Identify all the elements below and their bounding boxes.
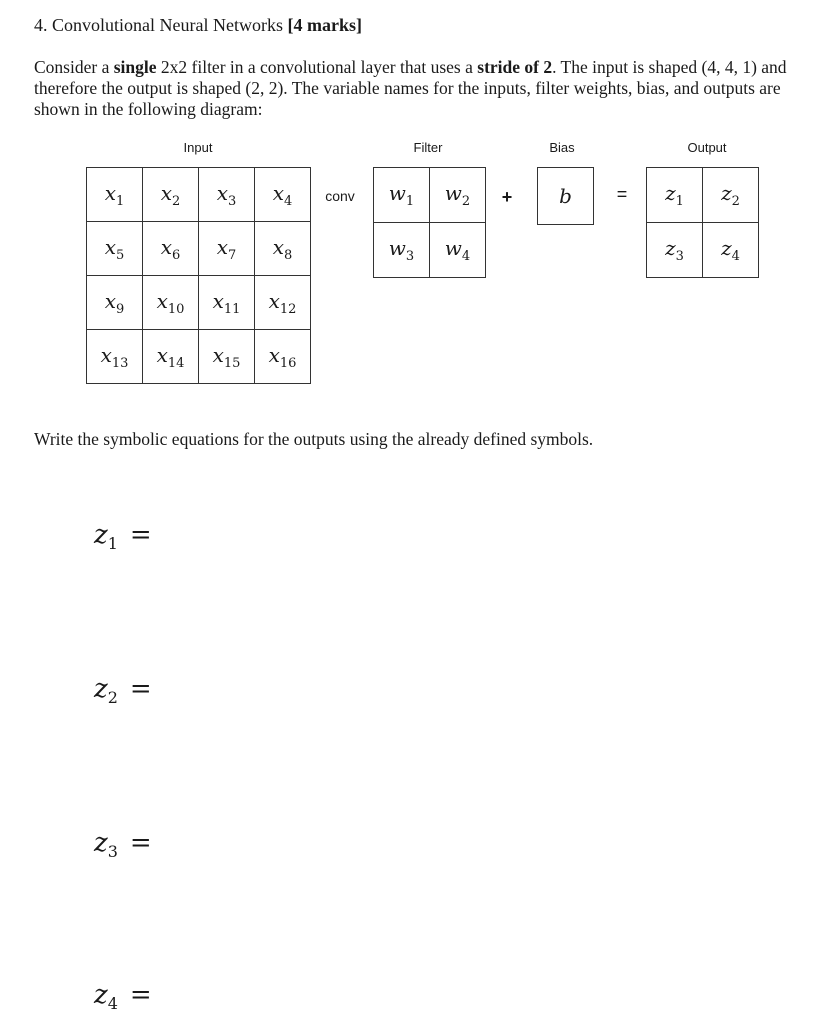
grid-cell	[143, 168, 199, 222]
cell-subscript: 4	[284, 193, 293, 209]
cell-subscript: 4	[461, 249, 471, 264]
grid-cell	[255, 330, 311, 384]
cell-variable: w	[388, 181, 406, 205]
input-label: Input	[183, 140, 213, 155]
grid-cell	[430, 223, 486, 278]
equation-var: z	[94, 828, 108, 858]
cell-subscript: 2	[461, 194, 471, 209]
cell-subscript: 3	[675, 249, 684, 264]
cell-subscript: 1	[675, 194, 684, 209]
equation-z3	[94, 828, 152, 861]
grid-cell	[199, 276, 255, 330]
intro-text-1: Consider a	[34, 57, 110, 77]
grid-cell	[374, 223, 430, 278]
cell-variable: x	[104, 288, 116, 313]
cell-subscript: 1	[405, 194, 415, 209]
cell-subscript: 13	[111, 355, 129, 371]
cell-subscript: 15	[223, 355, 241, 371]
cell-variable: x	[156, 288, 168, 313]
cell-variable: b	[559, 184, 572, 208]
cell-variable: x	[272, 234, 284, 259]
cell-subscript: 2	[172, 193, 181, 209]
intro-bold-stride: stride of 2	[477, 57, 553, 77]
equation-var: z	[94, 520, 108, 550]
grid-cell	[143, 330, 199, 384]
cell-variable: x	[216, 234, 228, 259]
filter-label: Filter	[413, 140, 443, 155]
equation-z4	[94, 980, 152, 1013]
equation-equals: =	[129, 520, 152, 550]
grid-cell	[143, 222, 199, 276]
cell-subscript: 14	[167, 355, 185, 371]
cell-variable: x	[104, 180, 116, 205]
output-label: Output	[687, 140, 727, 155]
cell-subscript: 3	[228, 193, 237, 209]
cell-subscript: 9	[116, 301, 125, 317]
equation-equals: =	[129, 980, 152, 1010]
cell-variable: z	[665, 181, 676, 205]
conv-operator: conv	[325, 188, 355, 204]
intro-bold-single: single	[113, 57, 157, 77]
grid-cell	[199, 168, 255, 222]
intro-paragraph	[34, 57, 799, 120]
grid-cell	[255, 276, 311, 330]
intro-text-2: 2x2 filter in a convolutional layer that uses a	[160, 57, 473, 77]
bias-grid	[537, 167, 594, 225]
cell-variable: w	[388, 236, 406, 260]
equation-var: z	[94, 674, 108, 704]
cell-variable: w	[444, 236, 462, 260]
cell-variable: x	[216, 180, 228, 205]
question-marks: [4 marks]	[287, 15, 362, 35]
bias-label: Bias	[549, 140, 575, 155]
grid-cell	[87, 276, 143, 330]
cell-subscript: 8	[284, 247, 293, 263]
prompt-text: Write the symbolic equations for the outputs using the already defined symbols.	[34, 429, 594, 449]
intro-text-3: . The input is shaped (4, 4, 1) and therefore the output is shaped (2, 2). The variable names for the inputs, filter weights, bias, and outputs are shown in the following diagram:	[34, 57, 787, 119]
grid-cell	[647, 168, 703, 223]
cell-subscript: 6	[172, 247, 181, 263]
plus-operator: +	[501, 187, 513, 207]
grid-cell	[87, 168, 143, 222]
equation-equals: =	[129, 828, 152, 858]
cell-subscript: 1	[116, 193, 125, 209]
grid-cell	[143, 276, 199, 330]
cell-variable: x	[212, 342, 224, 367]
grid-cell	[87, 222, 143, 276]
grid-cell	[255, 168, 311, 222]
cell-subscript: 10	[167, 301, 185, 317]
cell-variable: x	[268, 288, 280, 313]
cell-subscript: 5	[116, 247, 125, 263]
cell-variable: x	[156, 342, 168, 367]
cell-variable: x	[160, 234, 172, 259]
question-title: Convolutional Neural Networks	[52, 15, 283, 35]
cell-variable: x	[212, 288, 224, 313]
equals-operator: =	[616, 184, 628, 204]
cell-subscript: 11	[223, 301, 241, 317]
cell-variable: x	[272, 180, 284, 205]
equation-subscript: 3	[107, 842, 118, 862]
question-heading	[34, 13, 362, 37]
cell-variable: x	[160, 180, 172, 205]
cell-variable: w	[444, 181, 462, 205]
cell-subscript: 16	[279, 355, 297, 371]
equation-equals: =	[129, 674, 152, 704]
equation-z1	[94, 520, 152, 553]
equation-subscript: 4	[107, 994, 118, 1014]
cell-subscript: 12	[279, 301, 297, 317]
output-grid	[646, 167, 759, 278]
grid-cell	[87, 330, 143, 384]
cell-variable: x	[268, 342, 280, 367]
grid-cell	[538, 168, 594, 225]
equation-z2	[94, 674, 152, 707]
cell-variable: z	[721, 181, 732, 205]
cell-subscript: 2	[731, 194, 740, 209]
grid-cell	[647, 223, 703, 278]
grid-cell	[255, 222, 311, 276]
cell-variable: x	[100, 342, 112, 367]
grid-cell	[374, 168, 430, 223]
equation-subscript: 1	[107, 534, 118, 554]
grid-cell	[703, 168, 759, 223]
question-number: 4.	[34, 15, 48, 35]
grid-cell	[199, 222, 255, 276]
cell-subscript: 3	[405, 249, 415, 264]
grid-cell	[430, 168, 486, 223]
equation-subscript: 2	[107, 688, 118, 708]
cell-variable: z	[665, 236, 676, 260]
cell-variable: x	[104, 234, 116, 259]
filter-grid	[373, 167, 486, 278]
cell-subscript: 7	[228, 247, 237, 263]
cell-variable: z	[721, 236, 732, 260]
grid-cell	[199, 330, 255, 384]
grid-cell	[703, 223, 759, 278]
input-grid	[86, 167, 311, 384]
equation-var: z	[94, 980, 108, 1010]
cell-subscript: 4	[731, 249, 740, 264]
